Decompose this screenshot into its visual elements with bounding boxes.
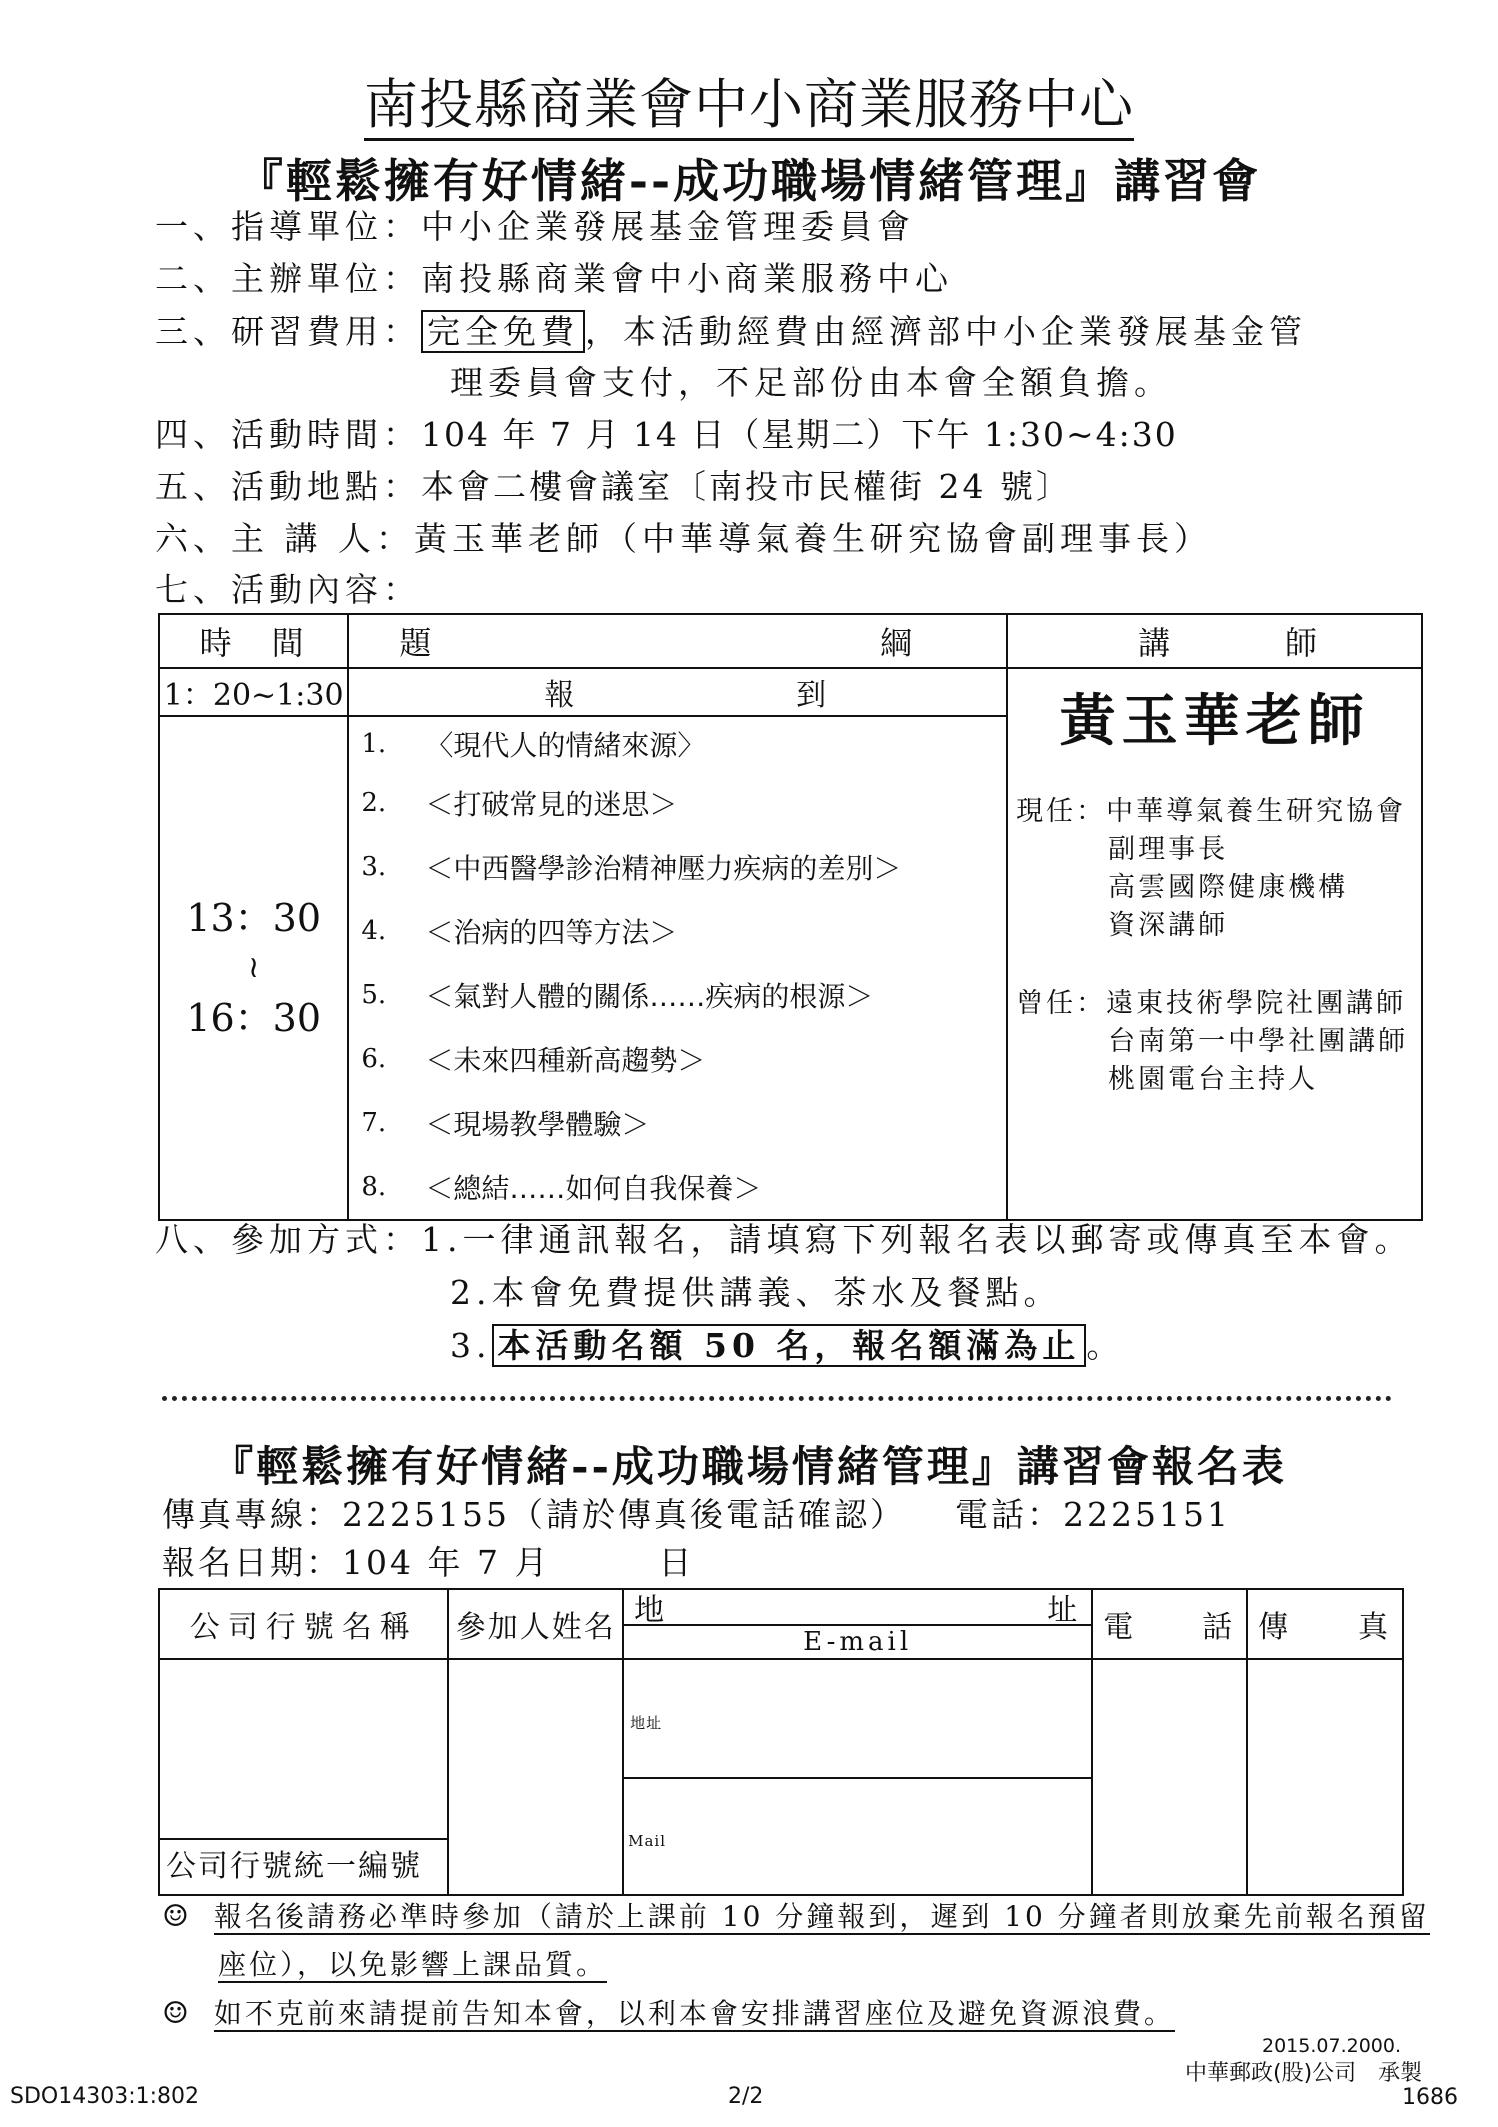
- participation-2: 2.本會免費提供講義、茶水及餐點。: [450, 1273, 1062, 1312]
- info-time: 四、活動時間：104 年 7 月 14 日（星期二）下午 1:30~4:30: [155, 415, 1178, 454]
- participation-1: 八、參加方式：1.一律通訊報名，請填寫下列報名表以郵寄或傳真至本會。: [155, 1220, 1413, 1259]
- cut-line: [162, 1396, 1392, 1401]
- header-speaker: 講 師: [1007, 614, 1422, 668]
- tel-field[interactable]: [1092, 1659, 1247, 1895]
- header-topic: 題 綱: [348, 614, 1007, 668]
- printer: 中華郵政(股)公司 承製: [1185, 2061, 1423, 2086]
- speaker-name: 黃玉華老師: [1059, 688, 1370, 754]
- reg-header-row: [159, 1589, 1403, 1659]
- info-guide: 一、指導單位：中小企業發展基金管理委員會: [155, 207, 915, 246]
- topic-item: 4. ＜治病的四等方法＞: [361, 916, 678, 949]
- info-host: 二、主辦單位：南投縣商業會中小商業服務中心: [155, 259, 953, 298]
- agenda-header-row: [159, 614, 1422, 668]
- fax-field[interactable]: [1247, 1659, 1403, 1895]
- registration-table: [158, 1588, 1404, 1896]
- email-field[interactable]: Mail: [623, 1778, 1092, 1895]
- topic-list: [348, 716, 1007, 1220]
- form-date: 報名日期：104 年 7 月 日: [162, 1543, 695, 1582]
- form-fax: 傳真專線：2225155（請於傳真後電話確認）: [162, 1495, 906, 1534]
- topic-item: 2. ＜打破常見的迷思＞: [361, 788, 678, 821]
- reg-col-address-email: 地 址 E-mail: [623, 1589, 1092, 1659]
- reg-col-fax: 傳 真: [1247, 1589, 1403, 1659]
- tax-id-label: 公司行號統一編號: [160, 1838, 447, 1894]
- topic-item: 1. 〈現代人的情緒來源〉: [361, 729, 706, 762]
- form-title: 『輕鬆擁有好情緒--成功職場情緒管理』講習會報名表: [211, 1442, 1287, 1491]
- event-subtitle: 『輕鬆擁有好情緒--成功職場情緒管理』講習會: [236, 154, 1262, 208]
- info-fee: 三、研習費用： 完全免費 ，本活動經費由經濟部中小企業發展基金管: [155, 312, 1307, 351]
- speaker-cell: 黃玉華老師 現任：中華導氣養生研究協會 副理事長 高雲國際健康機構 資深講師 曾任：遠東技術學院社團講師 台南第一中學社團講師 桃園電台主持人: [1007, 668, 1422, 1220]
- info-place: 五、活動地點：本會二樓會議室〔南投市民權街 24 號〕: [155, 467, 1072, 506]
- doc-id: SDO14303:1:802: [10, 2084, 200, 2109]
- info-fee-cont: 理委員會支付，不足部份由本會全額負擔。: [450, 363, 1172, 402]
- form-phone: 電話：2225151: [955, 1495, 1231, 1534]
- topic-item: 7. ＜現場教學體驗＞: [361, 1108, 650, 1141]
- page-number: 2/2: [728, 2084, 764, 2109]
- page-title: 南投縣商業會中小商業服務中心: [0, 62, 1498, 139]
- session-time: 13：30 ≀ 16：30: [159, 716, 348, 1220]
- note-1-cont: 座位），以免影響上課品質。: [218, 1948, 608, 1981]
- topic-item: 6. ＜未來四種新高趨勢＞: [361, 1044, 706, 1077]
- participant-name-field[interactable]: [448, 1659, 623, 1895]
- print-date: 2015.07.2000.: [1262, 2035, 1402, 2057]
- smiley-icon: ☺: [162, 1899, 192, 1934]
- printer-code: 1686: [1402, 2085, 1458, 2110]
- topic-item: 5. ＜氣對人體的關係……疾病的根源＞: [361, 980, 874, 1013]
- info-content: 七、活動內容：: [155, 570, 421, 609]
- checkin-row: [159, 668, 1422, 716]
- smiley-icon: ☺: [162, 1996, 192, 2031]
- reg-col-name: 參加人姓名: [448, 1589, 623, 1659]
- reg-col-tel: 電 話: [1092, 1589, 1247, 1659]
- topic-item: 3. ＜中西醫學診治精神壓力疾病的差別＞: [361, 852, 902, 885]
- topic-item: 8. ＜總結……如何自我保養＞: [361, 1172, 762, 1205]
- note-2: ☺ 如不克前來請提前告知本會，以利本會安排講習座位及避免資源浪費。: [162, 1996, 1175, 2031]
- note-1: ☺ 報名後請務必準時參加（請於上課前 10 分鐘報到，遲到 10 分鐘者則放棄先前報名預留: [162, 1899, 1430, 1934]
- free-badge: 完全免費: [421, 310, 585, 353]
- header-time: 時 間: [159, 614, 348, 668]
- address-field[interactable]: 地址: [623, 1659, 1092, 1778]
- info-speaker: 六、主 講 人：黃玉華老師（中華導氣養生研究協會副理事長）: [155, 519, 1212, 558]
- checkin-label: 報 到: [348, 668, 1007, 716]
- checkin-time: 1：20~1:30: [159, 668, 348, 716]
- agenda-table: [158, 613, 1423, 1221]
- reg-row-1: [159, 1659, 1403, 1778]
- participation-3: 3. 本活動名額 50 名，報名額滿為止 。: [450, 1326, 1125, 1365]
- reg-col-company: 公司行號名稱: [159, 1589, 448, 1659]
- company-field[interactable]: [159, 1659, 448, 1895]
- quota-notice: 本活動名額 50 名，報名額滿為止: [492, 1324, 1087, 1367]
